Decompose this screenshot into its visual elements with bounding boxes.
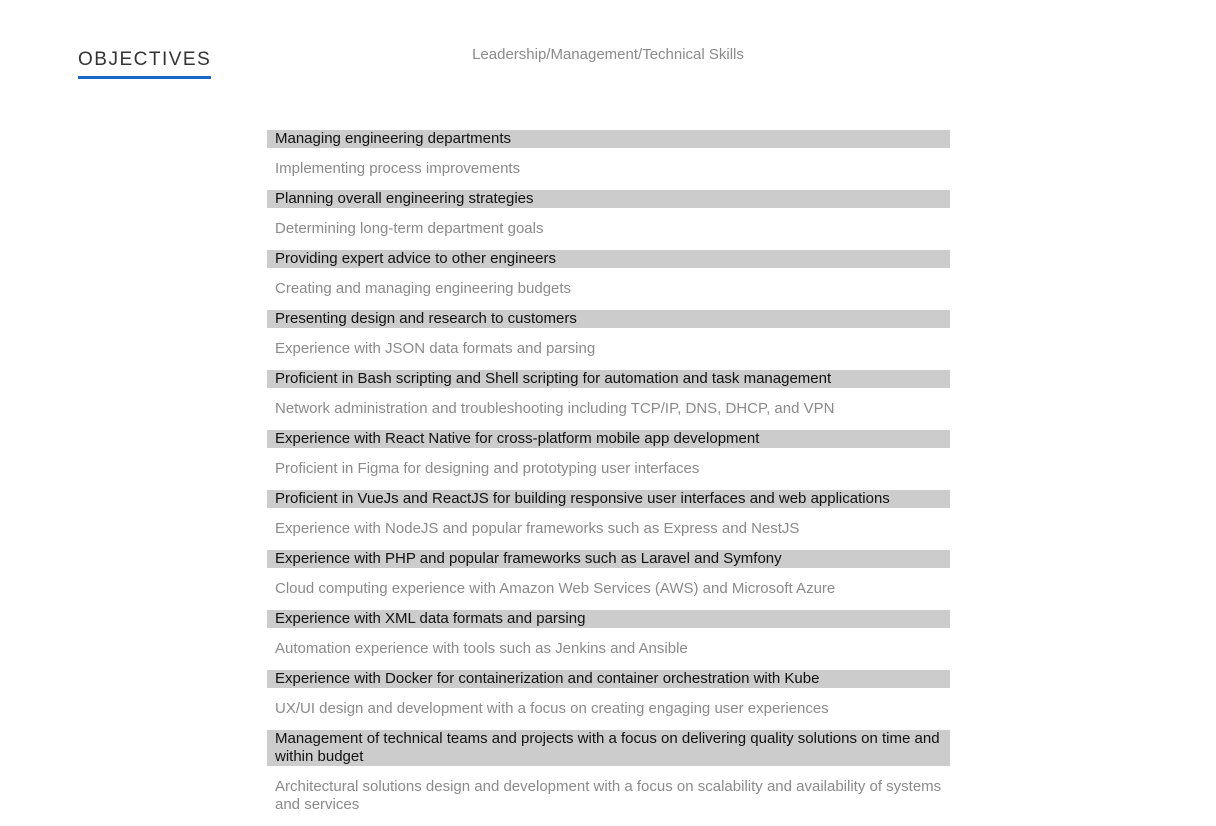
- skill-item: Determining long-term department goals: [275, 220, 544, 237]
- section-subtitle: Leadership/Management/Technical Skills: [472, 46, 744, 63]
- skill-item: UX/UI design and development with a focus on creating engaging user experiences: [275, 700, 829, 717]
- skill-item: Presenting design and research to customers: [267, 310, 950, 328]
- skill-item: Experience with PHP and popular frameworks such as Laravel and Symfony: [267, 550, 950, 568]
- skill-item: Experience with React Native for cross-platform mobile app development: [267, 430, 950, 448]
- skill-item: Proficient in VueJs and ReactJS for building responsive user interfaces and web applications: [267, 490, 950, 508]
- skill-item: Creating and managing engineering budgets: [275, 280, 572, 297]
- skill-item: Management of technical teams and projects with a focus on delivering quality solutions on time and within budget: [267, 730, 950, 766]
- skills-list: [267, 130, 950, 826]
- skill-item: Proficient in Figma for designing and prototyping user interfaces: [275, 460, 700, 477]
- skill-item: Automation experience with tools such as Jenkins and Ansible: [275, 640, 688, 657]
- skill-item: Managing engineering departments: [267, 130, 950, 148]
- skill-item: Architectural solutions design and development with a focus on scalability and availability of systems and services: [275, 778, 942, 813]
- skill-item: Network administration and troubleshooting including TCP/IP, DNS, DHCP, and VPN: [275, 400, 835, 417]
- section-heading: OBJECTIVES: [78, 49, 211, 79]
- skill-item: Proficient in Bash scripting and Shell scripting for automation and task management: [267, 370, 950, 388]
- skill-item: Experience with XML data formats and parsing: [267, 610, 950, 628]
- skill-item: Experience with NodeJS and popular frameworks such as Express and NestJS: [275, 520, 800, 537]
- skill-item: Experience with Docker for containerization and container orchestration with Kube: [267, 670, 950, 688]
- skill-item: Providing expert advice to other engineers: [267, 250, 950, 268]
- skill-item: Cloud computing experience with Amazon Web Services (AWS) and Microsoft Azure: [275, 580, 836, 597]
- skill-item: Planning overall engineering strategies: [267, 190, 950, 208]
- skill-item: Experience with JSON data formats and parsing: [275, 340, 596, 357]
- skill-item: Implementing process improvements: [275, 160, 521, 177]
